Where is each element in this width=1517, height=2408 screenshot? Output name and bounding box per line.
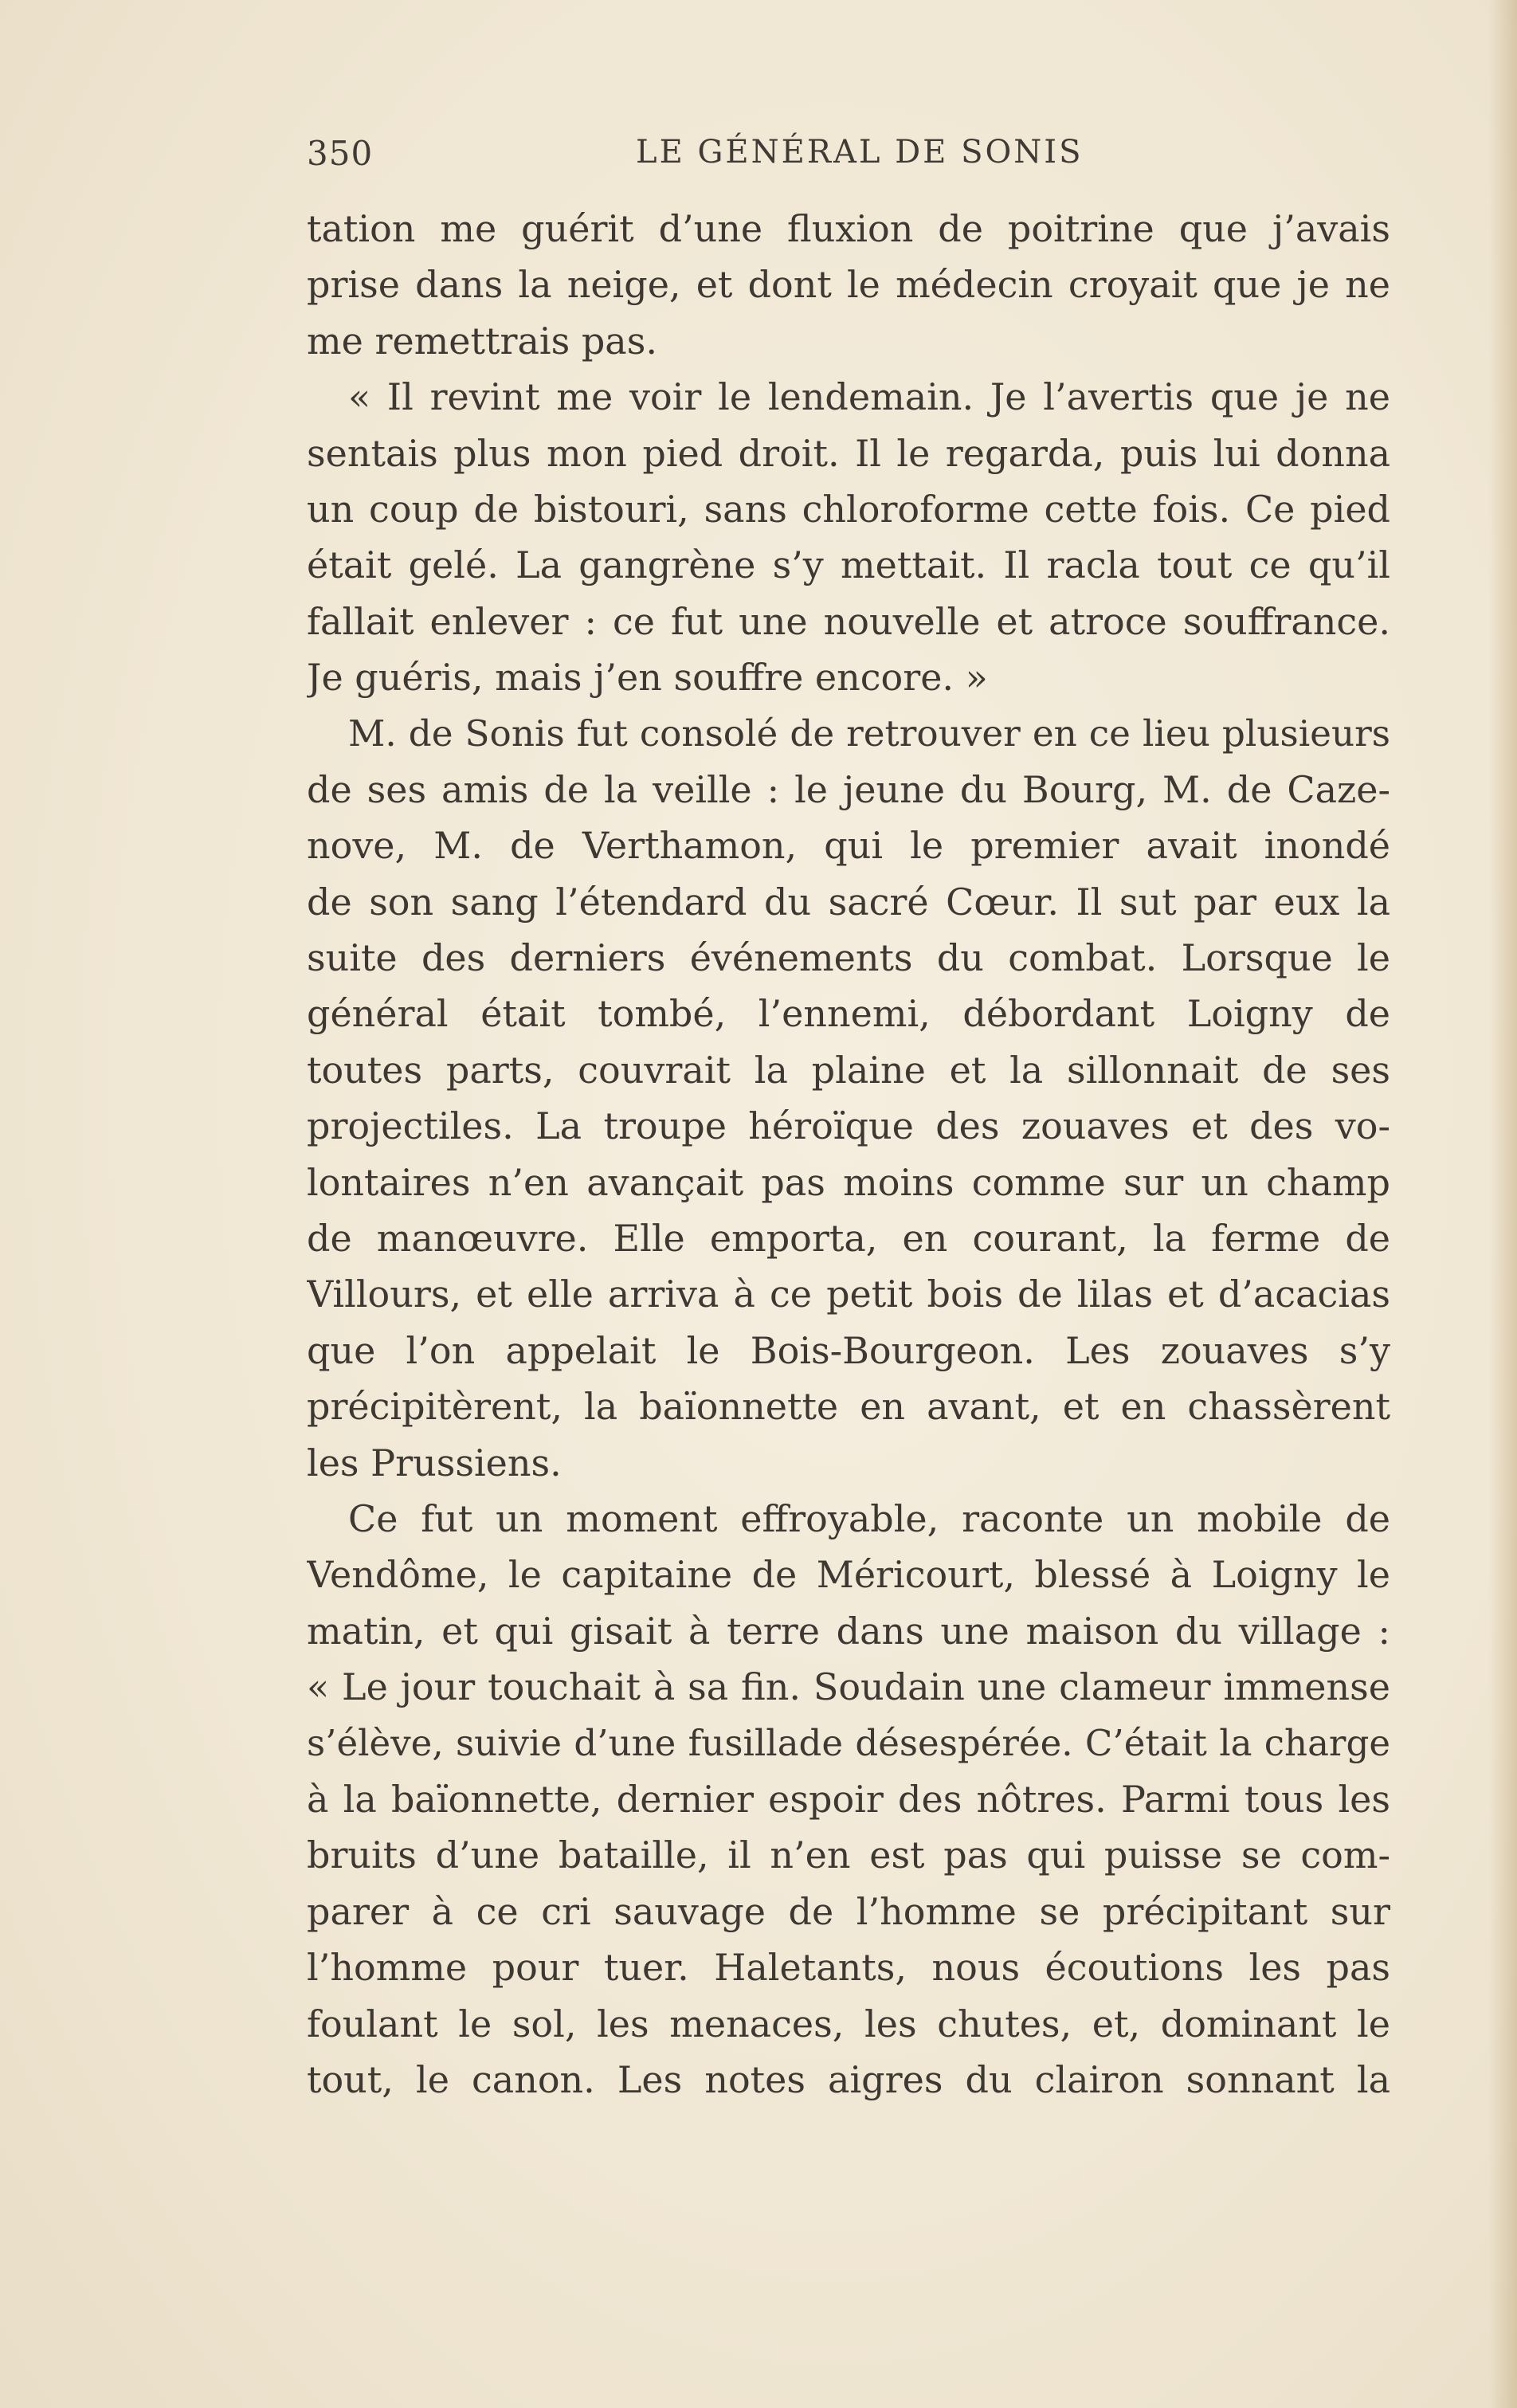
page-edge-shadow — [1488, 0, 1517, 2408]
text-line: l’homme pour tuer. Haletants, nous écoutions les pas — [307, 1946, 1390, 1990]
text-line: de ses amis de la veille : le jeune du Bourg, M. de Caze- — [307, 767, 1390, 811]
text-line: lontaires n’en avançait pas moins comme sur un champ — [307, 1160, 1390, 1204]
text-line: nove, M. de Verthamon, qui le premier avait inondé — [307, 824, 1390, 868]
text-line: Ce fut un moment effroyable, raconte un mobile de — [348, 1496, 1390, 1540]
text-line: toutes parts, couvrait la plaine et la sillonnait de ses — [307, 1048, 1390, 1092]
text-line: que l’on appelait le Bois-Bourgeon. Les zouaves s’y — [307, 1328, 1390, 1372]
text-line: précipitèrent, la baïonnette en avant, et en chassèrent — [307, 1385, 1390, 1429]
text-line: fallait enlever : ce fut une nouvelle et atroce souffrance. — [307, 599, 1390, 643]
text-line: général était tombé, l’ennemi, débordant Loigny de — [307, 992, 1390, 1036]
text-line: prise dans la neige, et dont le médecin croyait que je ne — [307, 263, 1390, 307]
text-line: les Prussiens. — [307, 1441, 562, 1484]
text-line: « Il revint me voir le lendemain. Je l’avertis que je ne — [348, 375, 1390, 419]
text-line: suite des derniers événements du combat. Lorsque le — [307, 936, 1390, 980]
text-line: projectiles. La troupe héroïque des zouaves et des vo- — [307, 1104, 1390, 1148]
text-line: tout, le canon. Les notes aigres du clairon sonnant la — [307, 2057, 1390, 2101]
text-line: un coup de bistouri, sans chloroforme cette fois. Ce pied — [307, 487, 1390, 531]
text-line: de son sang l’étendard du sacré Cœur. Il sut par eux la — [307, 880, 1390, 924]
text-line: sentais plus mon pied droit. Il le regarda, puis lui donna — [307, 431, 1390, 475]
text-line: Vendôme, le capitaine de Méricourt, blessé à Loigny le — [307, 1553, 1390, 1597]
text-line: Villours, et elle arriva à ce petit bois de lilas et d’acacias — [307, 1273, 1390, 1316]
page-number: 350 — [307, 134, 374, 173]
body-text — [307, 201, 1390, 2108]
text-line: tation me guérit d’une fluxion de poitrine que j’avais — [307, 207, 1390, 250]
text-line: à la baïonnette, dernier espoir des nôtres. Parmi tous les — [307, 1777, 1390, 1821]
text-line: « Le jour touchait à sa fin. Soudain une clameur immense — [307, 1665, 1390, 1709]
text-line: parer à ce cri sauvage de l’homme se précipitant sur — [307, 1889, 1390, 1933]
text-line: Je guéris, mais j’en souffre encore. » — [307, 656, 988, 700]
text-line: bruits d’une bataille, il n’en est pas qui puisse se com- — [307, 1833, 1390, 1877]
text-line: de manœuvre. Elle emporta, en courant, la ferme de — [307, 1217, 1390, 1261]
text-line: s’élève, suivie d’une fusillade désespérée. C’était la charge — [307, 1721, 1390, 1764]
text-line: M. de Sonis fut consolé de retrouver en ce lieu plusieurs — [348, 712, 1390, 755]
text-line: était gelé. La gangrène s’y mettait. Il racla tout ce qu’il — [307, 543, 1390, 587]
text-line: me remettrais pas. — [307, 319, 657, 363]
running-title: LE GÉNÉRAL DE SONIS — [636, 134, 1084, 171]
text-line: matin, et qui gisait à terre dans une maison du village : — [307, 1609, 1390, 1653]
running-header — [307, 134, 1390, 182]
text-line: foulant le sol, les menaces, les chutes, et, dominant le — [307, 2002, 1390, 2045]
